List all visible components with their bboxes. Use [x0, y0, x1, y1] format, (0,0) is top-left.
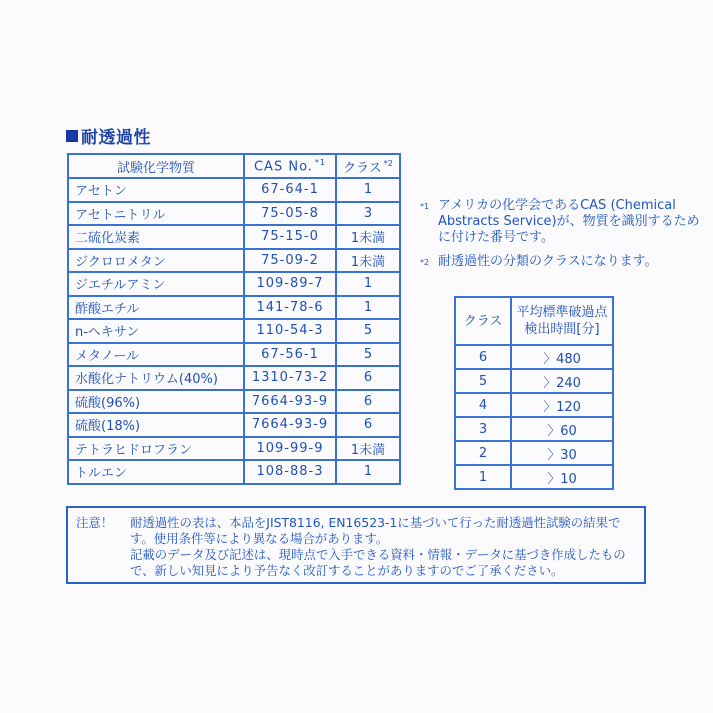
class-cell: 1未満	[336, 225, 400, 249]
time-header	[511, 297, 613, 345]
cas-cell: 75-09-2	[244, 249, 336, 273]
class-cell: 6	[336, 390, 400, 414]
table-row	[68, 366, 400, 390]
substance-cell: 酢酸エチル	[68, 296, 244, 320]
class-row	[455, 345, 613, 369]
caution-text-1: 耐透過性の表は、本品をJIST8116, EN16523-1に基づいて行った耐透過性試験の結果です。使用条件等により異なる場合があります。	[130, 515, 621, 546]
time-header-line1: 平均標準破過点	[516, 305, 608, 320]
cas-cell: 7664-93-9	[244, 390, 336, 414]
table-row	[68, 460, 400, 484]
class-table-header	[455, 297, 613, 345]
substance-cell: 硫酸(96%)	[68, 390, 244, 414]
table-row	[68, 343, 400, 367]
class-row	[455, 369, 613, 393]
cas-cell: 1310-73-2	[244, 366, 336, 390]
substance-cell: ジクロロメタン	[68, 249, 244, 273]
class-cell: 1	[336, 178, 400, 202]
table-row	[68, 390, 400, 414]
table-row	[68, 178, 400, 202]
table-row	[68, 319, 400, 343]
cas-cell: 109-99-9	[244, 437, 336, 461]
caution-label: 注意！	[76, 515, 114, 530]
class-definition-table	[454, 296, 614, 490]
substance-cell: n-ヘキサン	[68, 319, 244, 343]
table-row	[68, 202, 400, 226]
class-cell: 1	[336, 460, 400, 484]
section-title-text: 耐透過性	[81, 128, 151, 148]
time-value: 〉60	[511, 417, 613, 441]
permeation-table	[67, 153, 401, 485]
footnote-2	[420, 254, 700, 271]
class-cell: 5	[336, 319, 400, 343]
time-value: 〉30	[511, 441, 613, 465]
cas-cell: 141-78-6	[244, 296, 336, 320]
footnotes	[420, 198, 700, 279]
class-value: 2	[455, 441, 511, 465]
table-row	[68, 296, 400, 320]
substance-cell: アセトニトリル	[68, 202, 244, 226]
class-cell: 1未満	[336, 249, 400, 273]
substance-cell: メタノール	[68, 343, 244, 367]
cas-cell: 75-15-0	[244, 225, 336, 249]
class-value: 1	[455, 465, 511, 489]
class-header: クラス	[455, 297, 511, 345]
class-value: 6	[455, 345, 511, 369]
caution-body	[130, 515, 644, 582]
time-header-line2: 検出時間[分]	[524, 322, 600, 337]
class-row	[455, 465, 613, 489]
footnote-mark-1: *1	[314, 157, 327, 167]
caution-text-2: 記載のデータ及び記述は、現時点で入手できる資料・情報・データに基づき作成したもので、新しい知見により予告なく改訂することがありますのでご了承ください。	[130, 547, 626, 578]
substance-cell: 水酸化ナトリウム(40%)	[68, 366, 244, 390]
footnote-1	[420, 198, 700, 246]
cas-cell: 67-56-1	[244, 343, 336, 367]
footnote-mark-2: *2	[383, 159, 393, 169]
class-value: 4	[455, 393, 511, 417]
time-value: 〉240	[511, 369, 613, 393]
class-value: 3	[455, 417, 511, 441]
table-row	[68, 225, 400, 249]
table-header-row	[68, 154, 400, 178]
substance-cell: アセトン	[68, 178, 244, 202]
cas-cell: 109-89-7	[244, 272, 336, 296]
cas-cell: 7664-93-9	[244, 413, 336, 437]
footnote-2-mark: *2	[420, 258, 430, 267]
class-value: 5	[455, 369, 511, 393]
cas-cell: 67-64-1	[244, 178, 336, 202]
time-value: 〉120	[511, 393, 613, 417]
footnote-1-mark: *1	[420, 202, 430, 211]
cas-cell: 75-05-8	[244, 202, 336, 226]
section-title	[66, 123, 151, 148]
class-cell: 1	[336, 296, 400, 320]
square-bullet-icon	[66, 130, 78, 142]
table-row	[68, 437, 400, 461]
class-cell: 1未満	[336, 437, 400, 461]
substance-cell: 硫酸(18%)	[68, 413, 244, 437]
header-class-label: クラス	[343, 160, 382, 176]
table-row	[68, 272, 400, 296]
class-cell: 5	[336, 343, 400, 367]
footnote-1-text: アメリカの化学会であるCAS (Chemical Abstracts Service)が、物質を識別するために付けた番号です。	[438, 198, 700, 245]
substance-cell: テトラヒドロフラン	[68, 437, 244, 461]
cas-cell: 108-88-3	[244, 460, 336, 484]
cas-cell: 110-54-3	[244, 319, 336, 343]
header-class	[336, 154, 400, 178]
caution-box	[66, 506, 646, 584]
time-value: 〉480	[511, 345, 613, 369]
class-cell: 3	[336, 202, 400, 226]
header-substance: 試験化学物質	[68, 154, 244, 178]
substance-cell: ジエチルアミン	[68, 272, 244, 296]
class-cell: 6	[336, 413, 400, 437]
time-value: 〉10	[511, 465, 613, 489]
table-row	[68, 413, 400, 437]
substance-cell: 二硫化炭素	[68, 225, 244, 249]
class-cell: 6	[336, 366, 400, 390]
class-row	[455, 417, 613, 441]
substance-cell: トルエン	[68, 460, 244, 484]
header-cas	[244, 154, 336, 178]
class-row	[455, 441, 613, 465]
header-cas-label: CAS No.	[253, 159, 313, 175]
class-cell: 1	[336, 272, 400, 296]
table-row	[68, 249, 400, 273]
class-row	[455, 393, 613, 417]
footnote-2-text: 耐透過性の分類のクラスになります。	[438, 254, 658, 269]
